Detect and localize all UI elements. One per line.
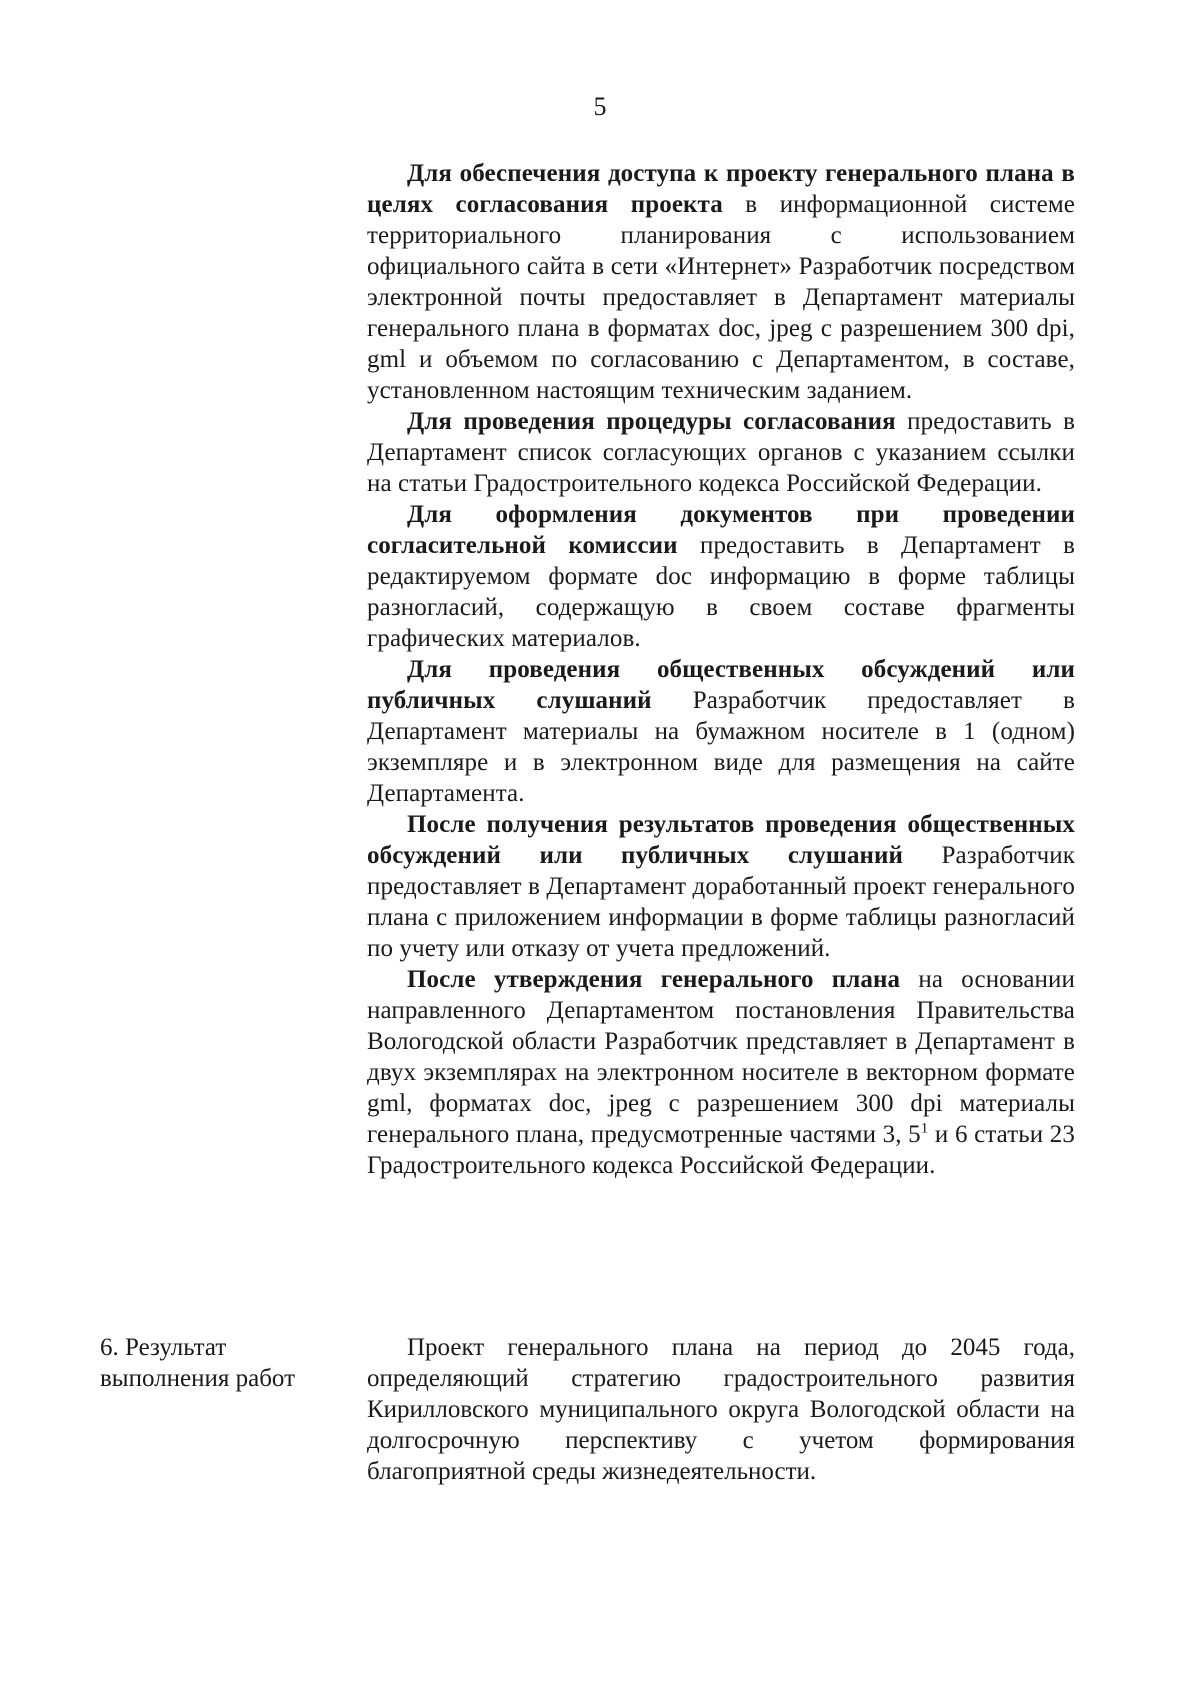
paragraph-lead: Для проведения процедуры согласования — [407, 408, 896, 435]
paragraph-lead: После получения результатов проведения общественных обсуждений или публичных слушаний — [367, 811, 1075, 869]
paragraph-body: Разработчик предоставляет в Департамент доработанный проект генерального плана с приложением информации в форме таблицы разногласий по учету или отказу от учета предложений. — [367, 842, 1075, 962]
paragraph-lead: Для проведения общественных обсуждений или публичных слушаний — [367, 656, 1075, 714]
superscript: 1 — [920, 1120, 929, 1137]
paragraph-body: на основании направленного Департаментом постановления Правительства Вологодской области Разработчик представляет в Департамент в двух экземплярах на электронном носителе в векторном формате gml, форматах doc, jpeg с разрешением 300 dpi материалы генерального плана, предусмотренные частями 3, 5 — [367, 966, 1075, 1148]
paragraph-body: Разработчик предоставляет в Департамент материалы на бумажном носителе в 1 (одном) экземпляре и в электронном виде для размещения на сайте Департамента. — [367, 687, 1075, 807]
paragraph-project-access — [367, 158, 1075, 406]
page-number: 5 — [593, 92, 607, 121]
paragraph-lead: После утверждения генерального плана — [407, 966, 901, 993]
section-6-label: 6. Результат выполнения работ — [100, 1334, 296, 1392]
paragraph-lead: Для обеспечения доступа к проекту генерального плана в целях согласования проекта — [367, 160, 1075, 218]
paragraph-public-hearings — [367, 654, 1075, 809]
paragraph-conciliation-commission — [367, 499, 1075, 654]
paragraph-approval-procedure — [367, 406, 1075, 499]
paragraph-body: предоставить в Департамент список согласующих органов с указанием ссылки на статьи Градостроительного кодекса Российской Федерации. — [367, 408, 1075, 497]
section-6-text: Проект генерального плана на период до 2045 года, определяющий стратегию градостроительного развития Кирилловского муниципального округа Вологодской области на долгосрочную перспективу с учетом формирования благоприятной среды жизнедеятельности. — [367, 1334, 1075, 1485]
paragraph-after-approval — [367, 964, 1075, 1181]
requirements-text-block — [367, 158, 1075, 1181]
section-6-body — [367, 1332, 1075, 1487]
paragraph-body: в информационной системе территориального планирования с использованием официального сайта в сети «Интернет» Разработчик посредством электронной почты предоставляет в Департамент материалы генерального плана в форматах doc, jpeg с разрешением 300 dpi, gml и объемом по согласованию с Департаментом, в составе, установленном настоящим техническим заданием. — [367, 191, 1075, 404]
paragraph-body-end: и 6 статьи 23 Градостроительного кодекса Российской Федерации. — [367, 1121, 1075, 1179]
paragraph-lead: Для оформления документов при проведении согласительной комиссии — [367, 501, 1075, 559]
paragraph-body: предоставить в Департамент в редактируемом формате doc информацию в форме таблицы разногласий, содержащую в своем составе фрагменты графических материалов. — [367, 532, 1075, 652]
paragraph-hearing-results — [367, 809, 1075, 964]
